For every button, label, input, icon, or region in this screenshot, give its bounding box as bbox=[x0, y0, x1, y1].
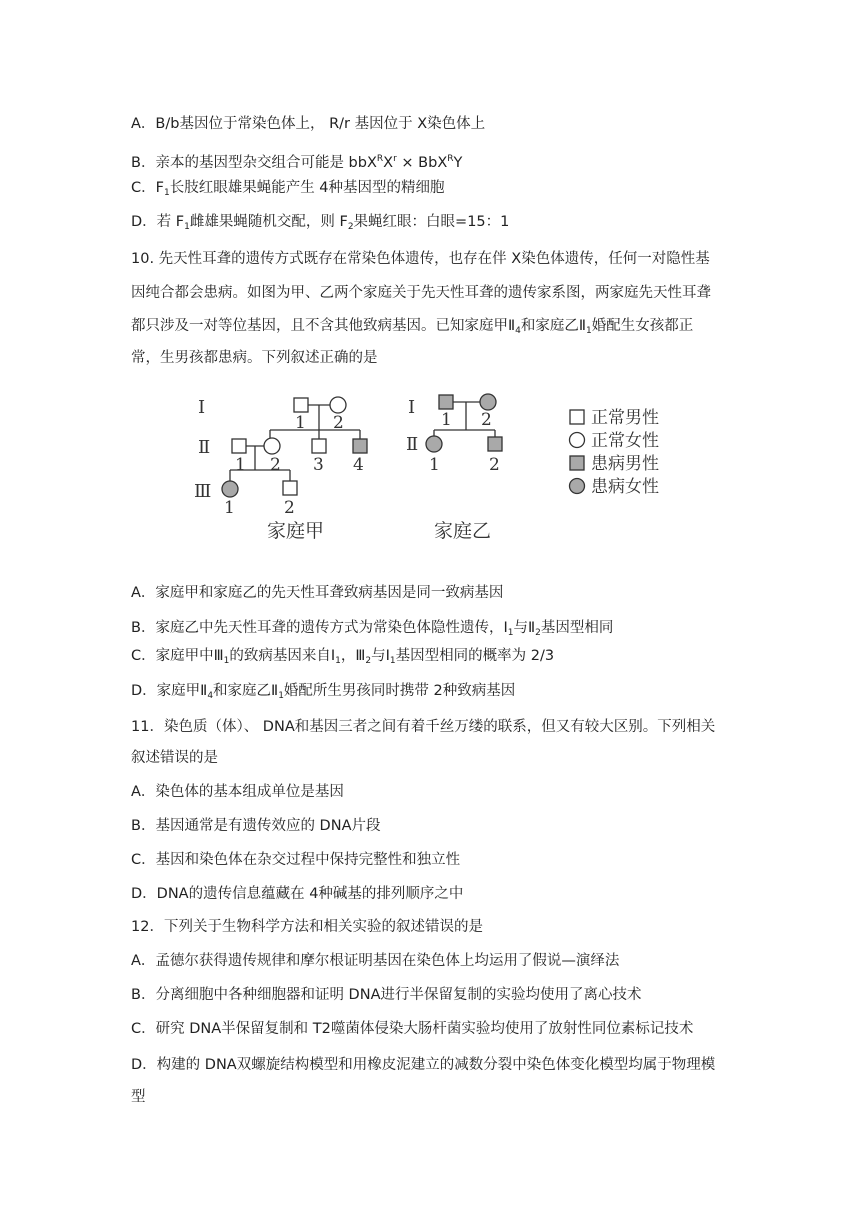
gen-label-a-i: Ⅰ bbox=[198, 397, 206, 418]
q12-option-c: C．研究 DNA半保留复制和 T2噬菌体侵染大肠杆菌实验均使用了放射性同位素标记技术 bbox=[131, 1021, 694, 1037]
q9-option-d: D．若 $F_1$雌雄果蝇随机交配，则 $F_2$果蝇红眼：白眼=15：1 bbox=[131, 214, 510, 232]
q11-option-a: A．染色体的基本组成单位是基因 bbox=[131, 784, 344, 800]
q9-option-b: B．亲本的基因型杂交组合可能是 $bbX^RX^r \times BbX^RY$ bbox=[131, 154, 463, 171]
family-a-ii1-normal-male bbox=[232, 439, 246, 453]
family-a-iii1-number: 1 bbox=[224, 498, 235, 518]
q12-option-d-line2: 型 bbox=[131, 1089, 146, 1105]
q10-option-d: D．家庭甲$Ⅱ_4$和家庭乙$Ⅱ_1$婚配所生男孩同时携带 2种致病基因 bbox=[131, 683, 516, 701]
legend-affected-male-label: 患病男性 bbox=[591, 454, 659, 474]
gen-label-a-ii: Ⅱ bbox=[198, 437, 211, 458]
gen-label-a-iii: Ⅲ bbox=[194, 481, 212, 502]
q11-stem-line1: 11．染色质（体）、 DNA和基因三者之间有着千丝万缕的联系，但又有较大区别。下列相关 bbox=[131, 719, 716, 735]
q9-option-a: A．B/b基因位于常染色体上， R/r 基因位于 X染色体上 bbox=[131, 116, 486, 132]
q11-option-b: B．基因通常是有遗传效应的 DNA片段 bbox=[131, 818, 381, 834]
q12-stem: 12．下列关于生物科学方法和相关实验的叙述错误的是 bbox=[131, 919, 483, 935]
q11-option-d: D．DNA的遗传信息蕴藏在 4种碱基的排列顺序之中 bbox=[131, 886, 464, 902]
q10-stem-line2: 因纯合都会患病。如图为甲、乙两个家庭关于先天性耳聋的遗传家系图，两家庭先天性耳聋 bbox=[131, 285, 711, 301]
q11-stem-line2: 叙述错误的是 bbox=[131, 750, 218, 766]
q11-option-c: C．基因和染色体在杂交过程中保持完整性和独立性 bbox=[131, 852, 461, 868]
family-a-i2-normal-female bbox=[330, 397, 346, 413]
legend-normal-female-label: 正常女性 bbox=[591, 431, 659, 451]
gen-label-b-ii: Ⅱ bbox=[406, 434, 419, 455]
family-a-iii1-affected-female bbox=[222, 481, 238, 497]
pedigree-figure bbox=[190, 385, 680, 555]
family-b-i1-number: 1 bbox=[441, 410, 452, 430]
gen-label-b-i: Ⅰ bbox=[408, 397, 416, 418]
legend-affected-female-label: 患病女性 bbox=[591, 477, 659, 497]
family-b-ii1-number: 1 bbox=[429, 455, 440, 475]
family-a-caption: 家庭甲 bbox=[267, 520, 325, 542]
family-b-ii1-affected-female bbox=[426, 436, 442, 452]
family-b-caption: 家庭乙 bbox=[434, 520, 492, 542]
q10-option-a: A．家庭甲和家庭乙的先天性耳聋致病基因是同一致病基因 bbox=[131, 585, 504, 601]
family-a-i2-number: 2 bbox=[333, 413, 344, 433]
family-a-ii2-number: 2 bbox=[270, 455, 281, 475]
q10-stem-line1: 10. 先天性耳聋的遗传方式既存在常染色体遗传，也存在伴 X染色体遗传，任何一对隐性基 bbox=[131, 251, 710, 267]
legend-normal-male-symbol bbox=[570, 410, 584, 424]
q10-option-b: B．家庭乙中先天性耳聋的遗传方式为常染色体隐性遗传，$Ⅰ_1$与$Ⅱ_2$基因型相同 bbox=[131, 620, 614, 638]
q12-option-d-line1: D．构建的 DNA双螺旋结构模型和用橡皮泥建立的减数分裂中染色体变化模型均属于物理模 bbox=[131, 1057, 716, 1073]
family-a-iii2-number: 2 bbox=[284, 498, 295, 518]
family-a-i1-normal-male bbox=[294, 398, 308, 412]
family-b-i2-number: 2 bbox=[481, 410, 492, 430]
family-a-ii3-normal-male bbox=[312, 439, 326, 453]
q9-option-c: C．$F_1$长肢红眼雄果蝇能产生 4种基因型的精细胞 bbox=[131, 180, 445, 198]
family-a-ii1-number: 1 bbox=[235, 455, 246, 475]
family-a-iii2-normal-male bbox=[283, 481, 297, 495]
q12-option-b: B．分离细胞中各种细胞器和证明 DNA进行半保留复制的实验均使用了离心技术 bbox=[131, 987, 642, 1003]
q10-stem-line3: 都只涉及一对等位基因，且不含其他致病基因。已知家庭甲$Ⅱ_4$和家庭乙$Ⅱ_1$婚配生女孩都正 bbox=[131, 318, 694, 336]
q10-option-c: C．家庭甲中$Ⅲ_1$的致病基因来自$Ⅰ_1$，$Ⅲ_2$与$Ⅰ_1$基因型相同的概率为 2/3 bbox=[131, 648, 555, 666]
family-a-i1-number: 1 bbox=[295, 413, 306, 433]
family-a-ii4-affected-male bbox=[353, 439, 367, 453]
family-a-ii2-normal-female bbox=[264, 438, 280, 454]
legend-normal-male-label: 正常男性 bbox=[591, 408, 659, 428]
legend-normal-female-symbol bbox=[570, 433, 585, 448]
family-a-ii3-number: 3 bbox=[313, 455, 324, 475]
legend-affected-male-symbol bbox=[570, 456, 584, 470]
family-b-ii2-affected-male bbox=[488, 437, 502, 451]
q12-option-a: A．孟德尔获得遗传规律和摩尔根证明基因在染色体上均运用了假说—演绎法 bbox=[131, 953, 620, 969]
family-b-i2-affected-female bbox=[480, 394, 496, 410]
legend-affected-female-symbol bbox=[570, 479, 585, 494]
family-a-ii4-number: 4 bbox=[353, 455, 364, 475]
family-b-i1-affected-male bbox=[439, 395, 453, 409]
family-b-ii2-number: 2 bbox=[489, 455, 500, 475]
q10-stem-line4: 常，生男孩都患病。下列叙述正确的是 bbox=[131, 350, 378, 366]
